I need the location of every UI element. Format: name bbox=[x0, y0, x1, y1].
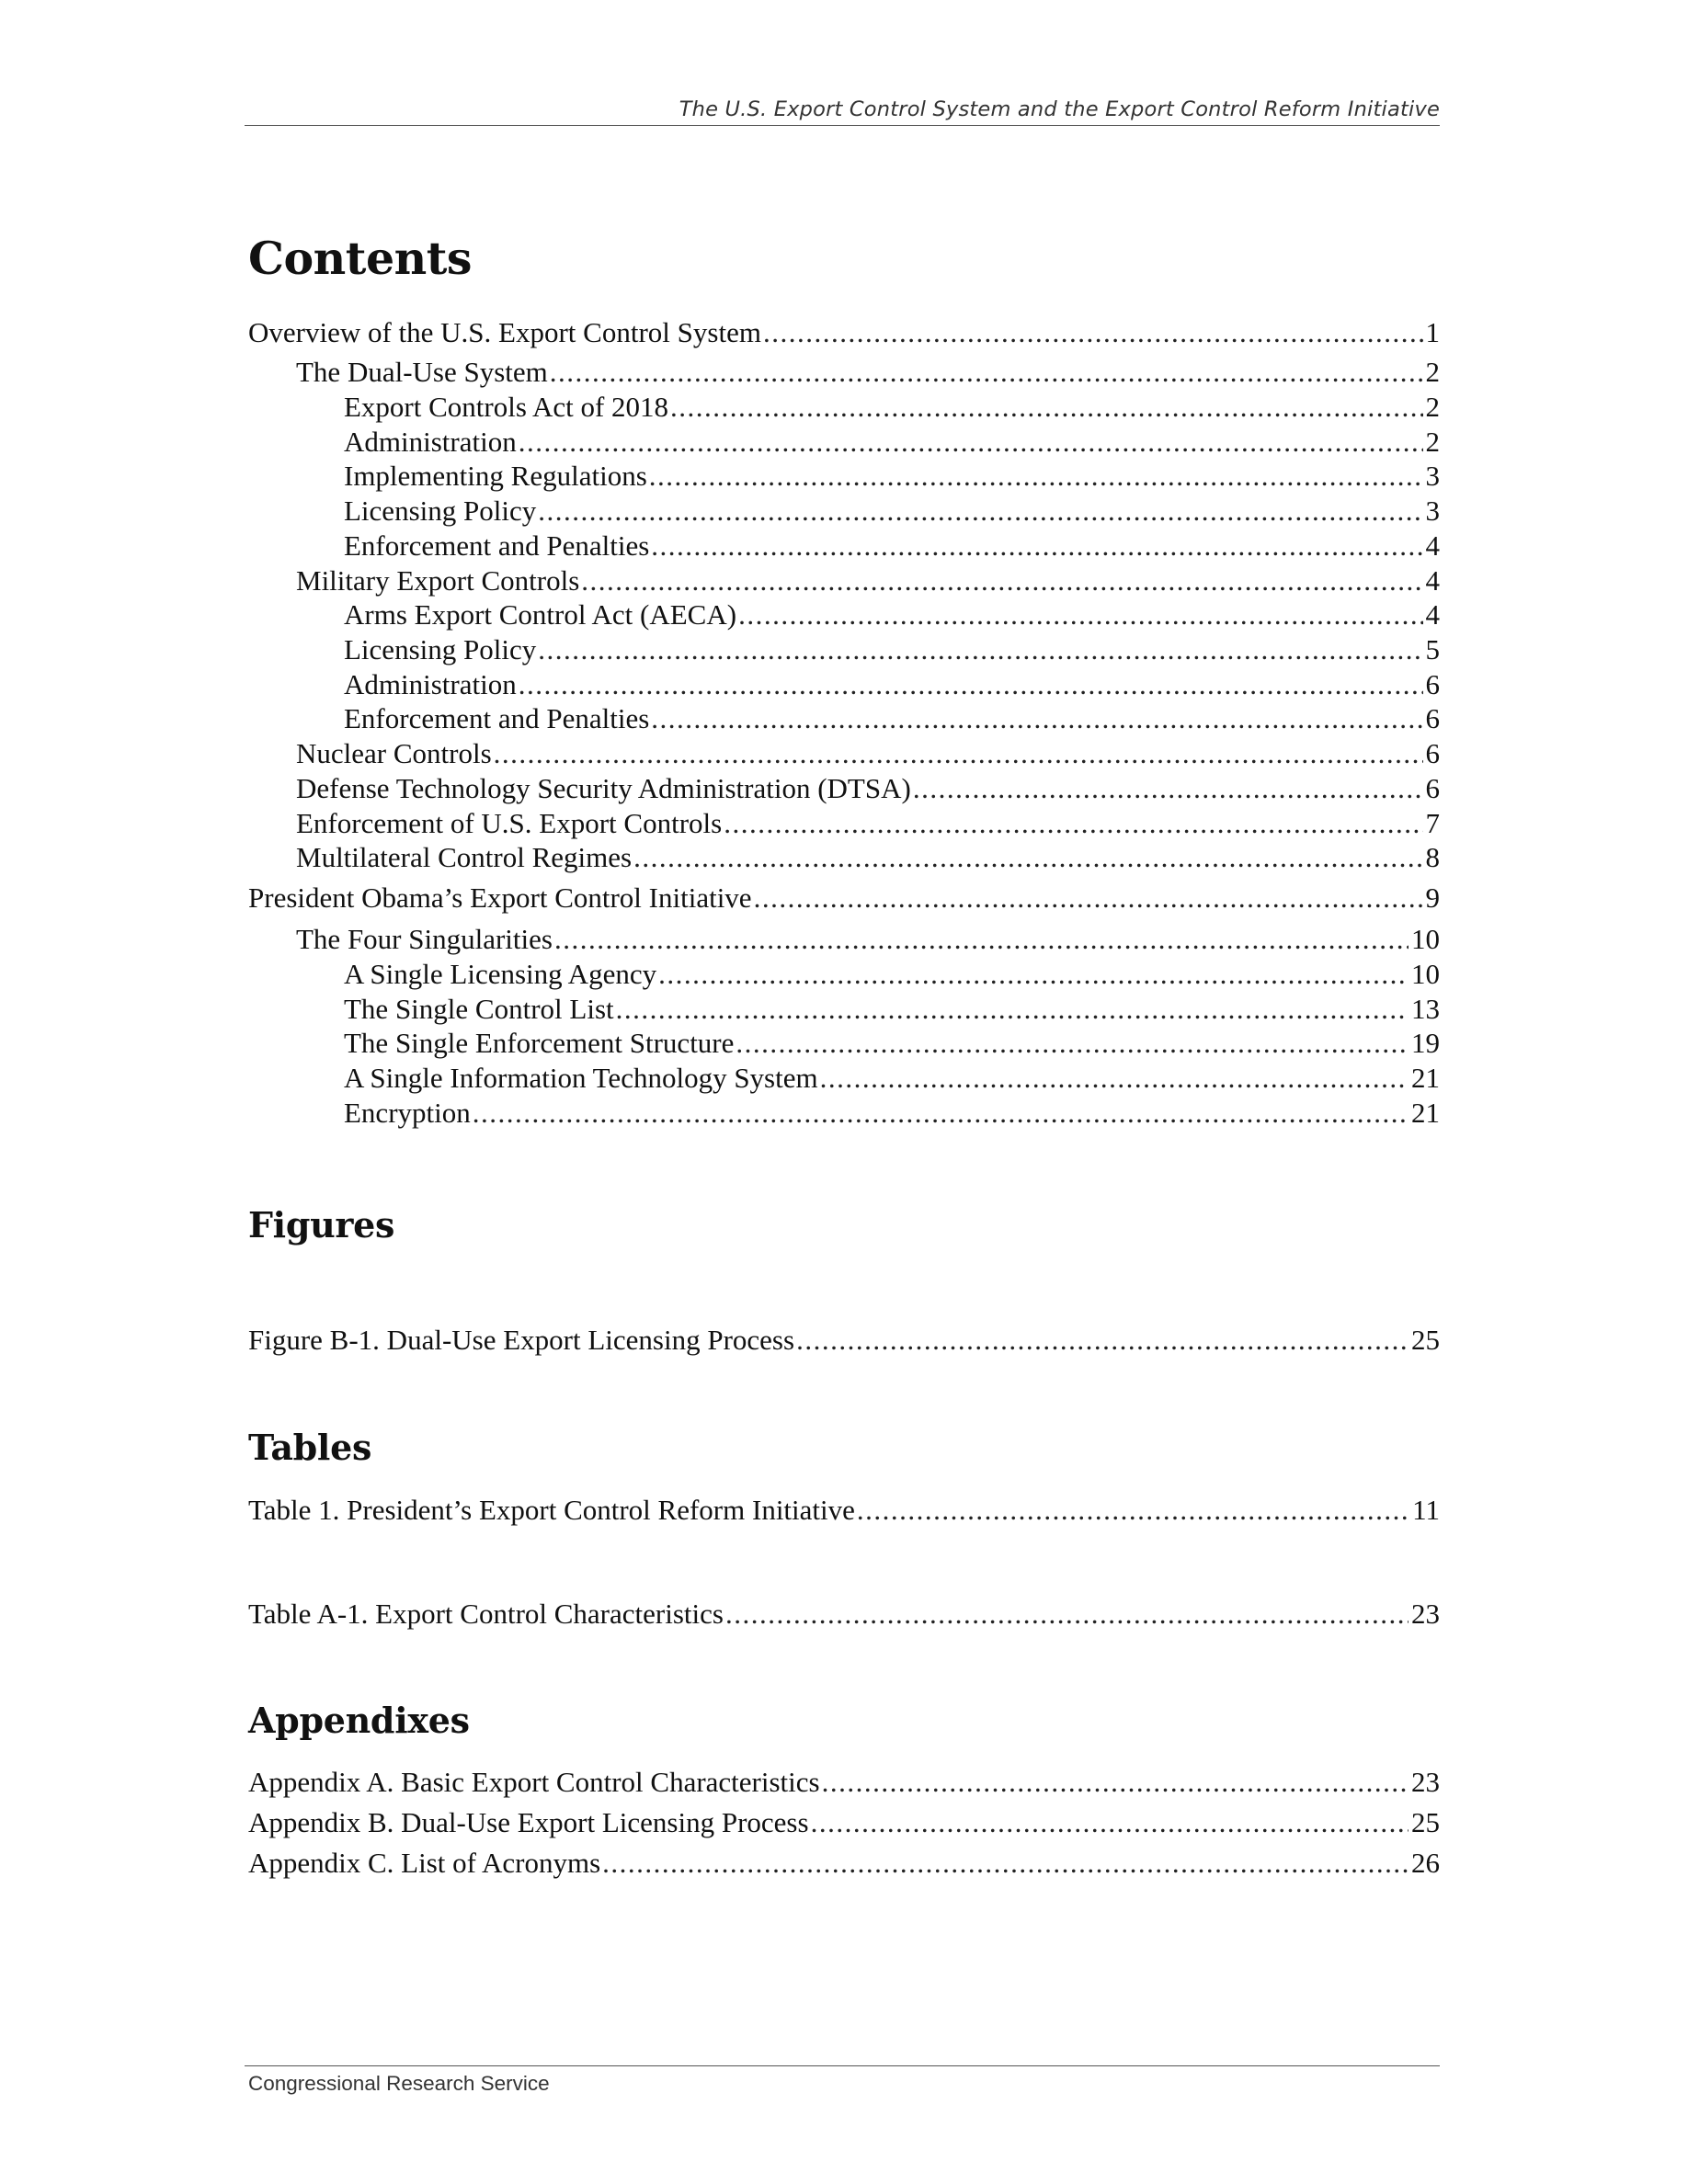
toc-entry-page: 4 bbox=[1425, 564, 1440, 597]
toc-entry-title: Nuclear Controls bbox=[296, 737, 492, 769]
toc-leader-dots bbox=[736, 1027, 1409, 1060]
toc-leader-dots bbox=[738, 598, 1422, 631]
appendixes-heading: Appendixes bbox=[248, 1700, 470, 1741]
toc-leader-dots bbox=[633, 841, 1422, 874]
toc-leader-dots bbox=[649, 460, 1423, 493]
toc-entry-title: Multilateral Control Regimes bbox=[296, 841, 633, 873]
toc-entry[interactable] bbox=[344, 958, 1440, 991]
appendix-entry[interactable] bbox=[248, 1806, 1440, 1839]
toc-entry-title: Arms Export Control Act (AECA) bbox=[344, 598, 737, 631]
toc-entry-title: The Four Singularities bbox=[296, 923, 553, 955]
toc-leader-dots bbox=[811, 1806, 1409, 1839]
toc-entry-title: A Single Information Technology System bbox=[344, 1062, 818, 1094]
toc-entry-title: Licensing Policy bbox=[344, 495, 537, 527]
toc-entry-title: Appendix C. List of Acronyms bbox=[248, 1847, 601, 1879]
toc-entry-title: The Dual-Use System bbox=[296, 356, 548, 388]
toc-leader-dots bbox=[602, 1847, 1409, 1880]
toc-entry[interactable] bbox=[248, 882, 1440, 915]
toc-entry-page: 8 bbox=[1425, 841, 1440, 873]
toc-entry-title: Implementing Regulations bbox=[344, 460, 647, 492]
toc-entry-page: 3 bbox=[1425, 460, 1440, 492]
figures-heading: Figures bbox=[248, 1204, 395, 1246]
toc-entry-page: 1 bbox=[1425, 316, 1440, 348]
toc-leader-dots bbox=[725, 1598, 1409, 1631]
toc-leader-dots bbox=[670, 391, 1422, 424]
toc-entry[interactable] bbox=[344, 993, 1440, 1026]
toc-leader-dots bbox=[494, 737, 1423, 770]
toc-leader-dots bbox=[538, 495, 1422, 528]
toc-entry-page: 6 bbox=[1425, 668, 1440, 700]
toc-leader-dots bbox=[651, 702, 1422, 735]
toc-entry-page: 23 bbox=[1411, 1766, 1440, 1798]
toc-entry-page: 4 bbox=[1425, 529, 1440, 562]
toc-entry-title: President Obama’s Export Control Initiative bbox=[248, 882, 752, 914]
toc-entry-title: Enforcement and Penalties bbox=[344, 529, 650, 562]
toc-entry-title: Enforcement of U.S. Export Controls bbox=[296, 807, 723, 839]
toc-entry-page: 2 bbox=[1425, 356, 1440, 388]
toc-entry-title: Encryption bbox=[344, 1097, 471, 1129]
toc-leader-dots bbox=[473, 1097, 1409, 1130]
toc-entry[interactable] bbox=[344, 598, 1440, 631]
toc-entry-page: 25 bbox=[1411, 1806, 1440, 1838]
toc-leader-dots bbox=[763, 316, 1423, 349]
toc-entry-title: Appendix A. Basic Export Control Characteristics bbox=[248, 1766, 820, 1798]
toc-entry-title: Enforcement and Penalties bbox=[344, 702, 650, 734]
toc-entry-page: 6 bbox=[1425, 772, 1440, 804]
toc-entry[interactable] bbox=[344, 702, 1440, 735]
toc-entry-page: 19 bbox=[1411, 1027, 1440, 1059]
toc-entry-page: 13 bbox=[1411, 993, 1440, 1025]
toc-entry-page: 3 bbox=[1425, 495, 1440, 527]
toc-entry-title: Appendix B. Dual-Use Export Licensing Process bbox=[248, 1806, 809, 1838]
toc-entry-page: 6 bbox=[1425, 737, 1440, 769]
toc-entry[interactable] bbox=[344, 1062, 1440, 1095]
toc-leader-dots bbox=[857, 1494, 1409, 1527]
running-header: The U.S. Export Control System and the Export Control Reform Initiative bbox=[679, 97, 1440, 121]
appendix-entry[interactable] bbox=[248, 1766, 1440, 1799]
toc-entry-page: 10 bbox=[1411, 923, 1440, 955]
toc-entry-page: 10 bbox=[1411, 958, 1440, 990]
toc-entry-title: A Single Licensing Agency bbox=[344, 958, 657, 990]
toc-entry-title: Defense Technology Security Administration (DTSA) bbox=[296, 772, 911, 804]
toc-leader-dots bbox=[724, 807, 1422, 840]
toc-entry-page: 7 bbox=[1425, 807, 1440, 839]
toc-leader-dots bbox=[581, 564, 1422, 597]
toc-entry[interactable] bbox=[296, 564, 1440, 597]
toc-leader-dots bbox=[754, 882, 1423, 915]
toc-leader-dots bbox=[519, 426, 1423, 459]
toc-entry-page: 4 bbox=[1425, 598, 1440, 631]
toc-leader-dots bbox=[913, 772, 1423, 805]
toc-entry-page: 2 bbox=[1425, 391, 1440, 423]
header-rule bbox=[245, 125, 1440, 126]
toc-entry[interactable] bbox=[296, 923, 1440, 956]
toc-entry-page: 25 bbox=[1411, 1324, 1440, 1356]
toc-leader-dots bbox=[616, 993, 1409, 1026]
toc-entry[interactable] bbox=[344, 495, 1440, 528]
toc-entry-page: 5 bbox=[1425, 633, 1440, 665]
toc-entry-title: Licensing Policy bbox=[344, 633, 537, 665]
appendix-entry[interactable] bbox=[248, 1847, 1440, 1880]
toc-entry-title: Administration bbox=[344, 426, 517, 458]
toc-entry-page: 2 bbox=[1425, 426, 1440, 458]
toc-entry[interactable] bbox=[296, 356, 1440, 389]
toc-entry[interactable] bbox=[248, 316, 1440, 349]
toc-entry[interactable] bbox=[344, 1097, 1440, 1130]
contents-heading: Contents bbox=[248, 232, 472, 285]
toc-entry[interactable] bbox=[296, 737, 1440, 770]
toc-entry-title: The Single Control List bbox=[344, 993, 614, 1025]
table-entry[interactable] bbox=[248, 1494, 1440, 1527]
toc-entry[interactable] bbox=[344, 391, 1440, 424]
toc-entry[interactable] bbox=[344, 460, 1440, 493]
toc-entry[interactable] bbox=[344, 529, 1440, 563]
toc-entry-page: 23 bbox=[1411, 1598, 1440, 1630]
toc-entry-title: Table A-1. Export Control Characteristics bbox=[248, 1598, 724, 1630]
toc-entry[interactable] bbox=[344, 1027, 1440, 1060]
toc-leader-dots bbox=[820, 1062, 1409, 1095]
toc-leader-dots bbox=[519, 668, 1423, 701]
toc-entry[interactable] bbox=[296, 772, 1440, 805]
toc-leader-dots bbox=[822, 1766, 1409, 1799]
toc-entry-title: Military Export Controls bbox=[296, 564, 580, 597]
toc-entry-title: Administration bbox=[344, 668, 517, 700]
figure-entry[interactable] bbox=[248, 1324, 1440, 1357]
toc-entry-page: 11 bbox=[1412, 1494, 1440, 1526]
toc-leader-dots bbox=[554, 923, 1409, 956]
tables-heading: Tables bbox=[248, 1427, 372, 1468]
toc-leader-dots bbox=[796, 1324, 1409, 1357]
toc-entry[interactable] bbox=[296, 807, 1440, 840]
toc-entry[interactable] bbox=[296, 841, 1440, 874]
footer-rule bbox=[245, 2065, 1440, 2066]
toc-entry-title: Figure B-1. Dual-Use Export Licensing Process bbox=[248, 1324, 795, 1356]
table-entry[interactable] bbox=[248, 1598, 1440, 1631]
toc-entry-page: 26 bbox=[1411, 1847, 1440, 1879]
toc-entry-page: 6 bbox=[1425, 702, 1440, 734]
toc-entry[interactable] bbox=[344, 426, 1440, 459]
toc-entry-title: Table 1. President’s Export Control Reform Initiative bbox=[248, 1494, 855, 1526]
toc-leader-dots bbox=[651, 529, 1422, 563]
toc-leader-dots bbox=[538, 633, 1422, 666]
toc-entry-title: Export Controls Act of 2018 bbox=[344, 391, 669, 423]
toc-entry-title: The Single Enforcement Structure bbox=[344, 1027, 735, 1059]
toc-entry-title: Overview of the U.S. Export Control System bbox=[248, 316, 761, 348]
running-footer: Congressional Research Service bbox=[248, 2072, 550, 2095]
toc-entry[interactable] bbox=[344, 633, 1440, 666]
toc-entry-page: 21 bbox=[1411, 1062, 1440, 1094]
toc-leader-dots bbox=[550, 356, 1423, 389]
toc-entry-page: 21 bbox=[1411, 1097, 1440, 1129]
toc-entry-page: 9 bbox=[1425, 882, 1440, 914]
toc-leader-dots bbox=[658, 958, 1409, 991]
toc-entry[interactable] bbox=[344, 668, 1440, 701]
